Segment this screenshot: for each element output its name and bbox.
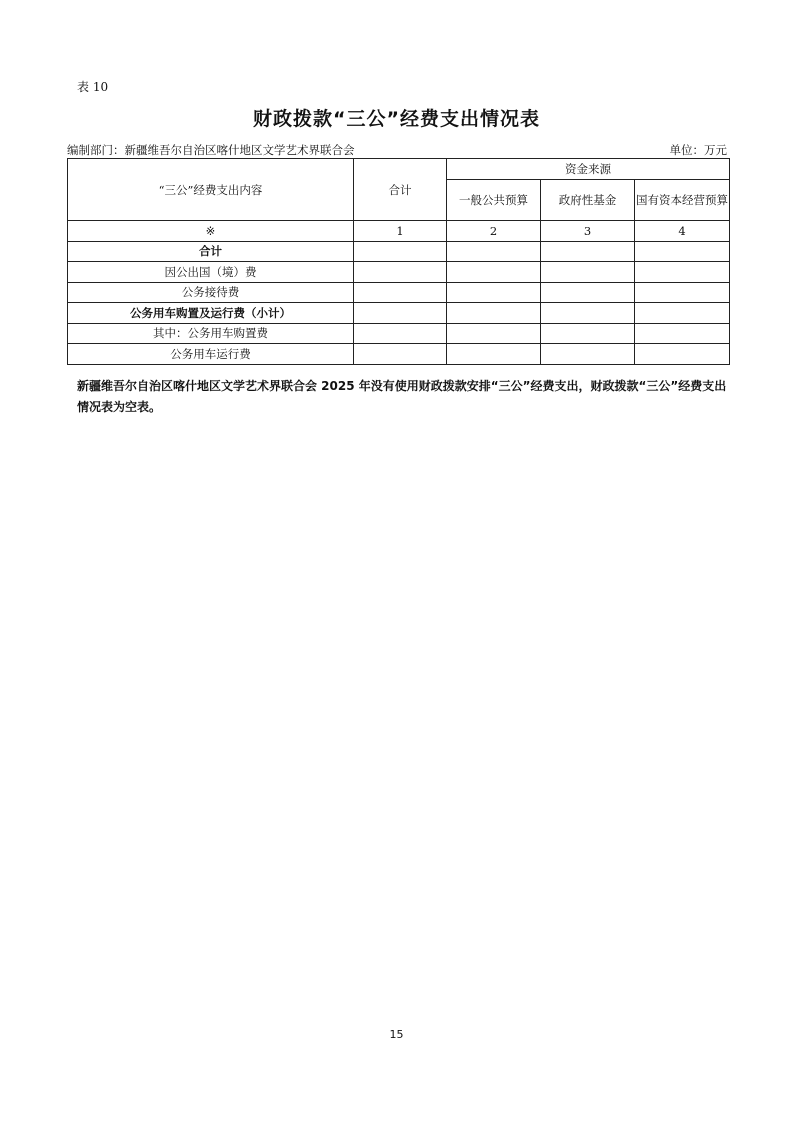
header-sources: 资金来源 <box>447 159 730 180</box>
table-cell <box>541 303 635 324</box>
table-row <box>68 303 730 324</box>
table-cell <box>541 344 635 365</box>
table-cell <box>635 262 730 283</box>
table-cell <box>635 323 730 344</box>
table-cell <box>354 241 447 262</box>
table-row <box>68 323 730 344</box>
table-cell <box>635 282 730 303</box>
row-label: 因公出国（境）费 <box>68 262 354 283</box>
table-cell <box>447 303 541 324</box>
header-general-budget: 一般公共预算 <box>447 180 541 221</box>
table-cell <box>635 344 730 365</box>
table-cell <box>354 282 447 303</box>
table-cell <box>447 323 541 344</box>
table-cell <box>354 323 447 344</box>
table-cell <box>354 262 447 283</box>
table-row <box>68 262 730 283</box>
index-cell: 4 <box>635 221 730 242</box>
table-cell <box>541 241 635 262</box>
header-content: “三公”经费支出内容 <box>68 159 354 221</box>
row-label: 公务接待费 <box>68 282 354 303</box>
table-cell <box>447 282 541 303</box>
unit-label: 单位：万元 <box>669 143 727 157</box>
table-row <box>68 282 730 303</box>
header-total: 合计 <box>354 159 447 221</box>
row-label: 公务用车运行费 <box>68 344 354 365</box>
table-cell <box>635 303 730 324</box>
table-row <box>68 241 730 262</box>
org-label: 编制部门：新疆维吾尔自治区喀什地区文学艺术界联合会 <box>67 143 355 157</box>
index-cell: 3 <box>541 221 635 242</box>
page-number: 15 <box>389 1028 404 1041</box>
header-state-capital: 国有资本经营预算 <box>635 180 730 221</box>
row-label: 公务用车购置及运行费（小计） <box>68 303 354 324</box>
index-row <box>68 221 730 242</box>
table-cell <box>447 262 541 283</box>
empty-table-note: 新疆维吾尔自治区喀什地区文学艺术界联合会 2025 年没有使用财政拨款安排“三公”经费支出，财政拨款“三公”经费支出情况表为空表。 <box>77 379 727 414</box>
index-cell: 2 <box>447 221 541 242</box>
row-label: 其中：公务用车购置费 <box>68 323 354 344</box>
table-meta <box>67 142 727 158</box>
row-label: 合计 <box>68 241 354 262</box>
header-gov-fund: 政府性基金 <box>541 180 635 221</box>
table-row <box>68 344 730 365</box>
table-cell <box>541 323 635 344</box>
table-cell <box>541 282 635 303</box>
table-cell <box>354 344 447 365</box>
expense-table <box>67 158 730 365</box>
table-cell <box>447 344 541 365</box>
table-cell <box>447 241 541 262</box>
page-title: 财政拨款“三公”经费支出情况表 <box>253 108 540 130</box>
table-cell <box>635 241 730 262</box>
table-cell <box>354 303 447 324</box>
table-cell <box>541 262 635 283</box>
index-cell: ※ <box>68 221 354 242</box>
table-number-label: 表 10 <box>77 80 109 94</box>
index-cell: 1 <box>354 221 447 242</box>
